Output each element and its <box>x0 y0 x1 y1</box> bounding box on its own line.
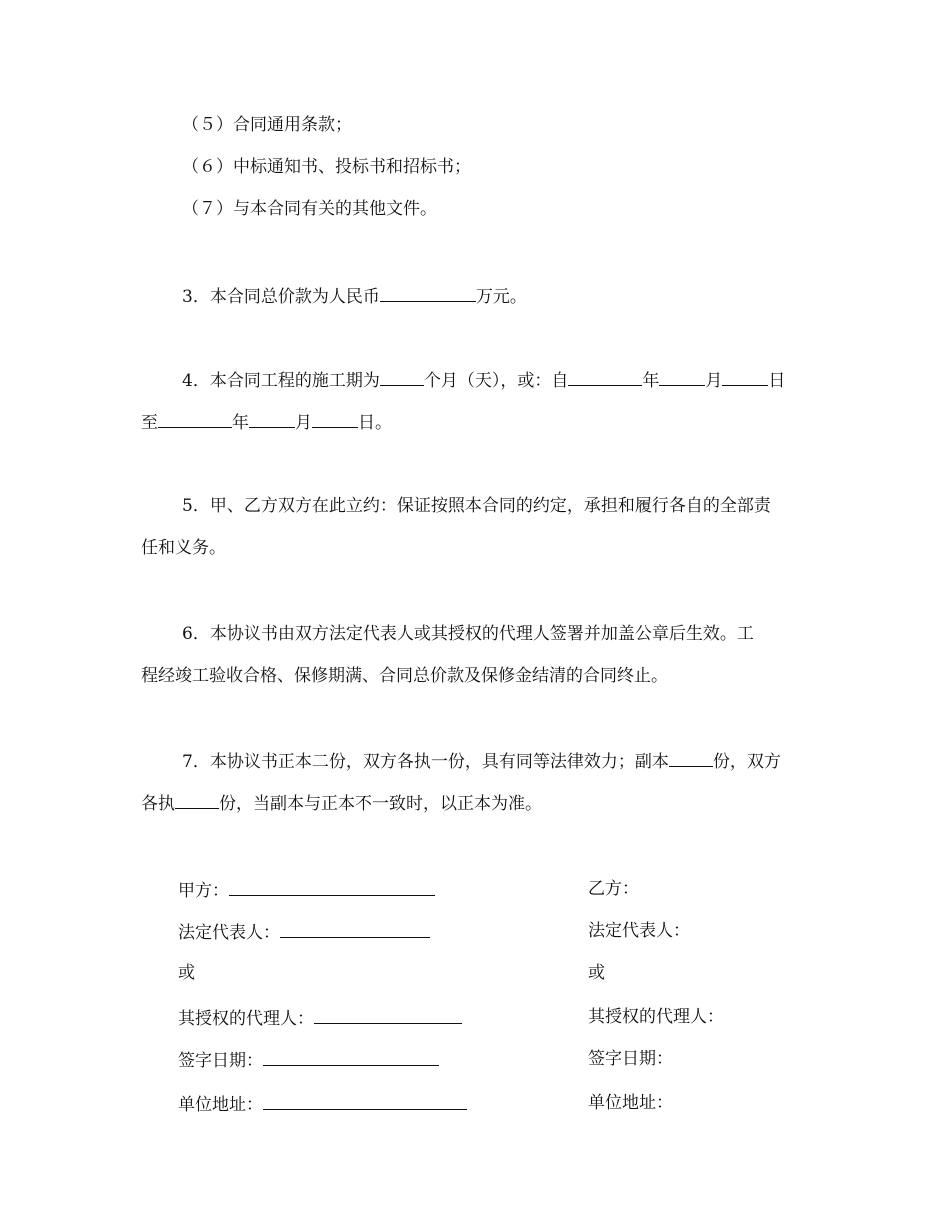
total-price-blank[interactable] <box>380 284 476 302</box>
clause-5-line-2: 任和义务。 <box>141 538 226 558</box>
party-a-agent-field[interactable] <box>314 1006 462 1024</box>
clause-4-text-a: 4．本合同工程的施工期为 <box>182 371 380 391</box>
clause-4-line-1 <box>182 368 785 390</box>
party-a-name-field[interactable] <box>229 878 435 896</box>
list-item-6: （６）中标通知书、投标书和招标书； <box>182 157 471 177</box>
clause-6-line-1: 6．本协议书由双方法定代表人或其授权的代理人签署并加盖公章后生效。工 <box>182 624 754 644</box>
party-b-agent-label: 其授权的代理人： <box>588 1007 724 1027</box>
clause-5-line-1: 5．甲、乙方双方在此立约：保证按照本合同的约定，承担和履行各自的全部责 <box>182 496 771 516</box>
end-day-blank[interactable] <box>312 410 358 428</box>
party-b-rep-label: 法定代表人： <box>588 921 690 941</box>
clause-4-text-h: 月 <box>295 413 312 433</box>
clause-7-text-a: 7．本协议书正本二份，双方各执一份，具有同等法律效力；副本 <box>182 752 669 772</box>
party-b-or: 或 <box>588 963 605 983</box>
start-year-blank[interactable] <box>568 368 642 386</box>
clause-4-text-i: 日。 <box>358 413 392 433</box>
clause-7-text-b: 份，双方 <box>712 752 781 772</box>
clause-7-line-1 <box>182 749 781 771</box>
start-day-blank[interactable] <box>722 368 768 386</box>
party-b-address-label: 单位地址： <box>588 1093 673 1113</box>
copies-blank[interactable] <box>669 749 713 767</box>
clause-4-line-2 <box>141 410 392 432</box>
clause-4-text-e: 日 <box>768 371 786 391</box>
party-a-name-row <box>178 878 435 900</box>
clause-4-text-f: 至 <box>141 413 158 433</box>
party-b-date-label: 签字日期： <box>588 1049 673 1069</box>
clause-7-text-d: 份，当副本与正本不一致时，以正本为准。 <box>219 794 542 814</box>
party-a-rep-label: 法定代表人： <box>178 923 280 943</box>
party-a-rep-row <box>178 920 430 942</box>
party-a-label: 甲方： <box>178 881 229 901</box>
start-month-blank[interactable] <box>659 368 705 386</box>
party-a-agent-label: 其授权的代理人： <box>178 1009 314 1029</box>
clause-4-text-c: 年 <box>642 371 660 391</box>
clause-3-prefix: 3．本合同总价款为人民币 <box>182 287 380 307</box>
list-item-5: （５）合同通用条款； <box>182 115 352 135</box>
party-a-address-label: 单位地址： <box>178 1095 263 1115</box>
party-b-label: 乙方： <box>588 879 639 899</box>
end-month-blank[interactable] <box>249 410 295 428</box>
party-a-or: 或 <box>178 963 195 983</box>
party-a-date-field[interactable] <box>263 1048 439 1066</box>
party-a-date-row <box>178 1048 439 1070</box>
clause-7-text-c: 各执 <box>141 794 175 814</box>
clause-4-text-d: 月 <box>705 371 723 391</box>
clause-3-suffix: 万元。 <box>475 287 527 307</box>
clause-4-text-g: 年 <box>232 413 249 433</box>
party-a-date-label: 签字日期： <box>178 1051 263 1071</box>
party-a-address-row <box>178 1092 467 1114</box>
list-item-7: （７）与本合同有关的其他文件。 <box>182 199 437 219</box>
party-a-agent-row <box>178 1006 462 1028</box>
copies-each-blank[interactable] <box>175 791 219 809</box>
duration-blank[interactable] <box>380 368 424 386</box>
clause-4-text-b: 个月（天），或：自 <box>423 371 569 391</box>
clause-3 <box>182 284 527 306</box>
party-a-address-field[interactable] <box>263 1092 467 1110</box>
clause-6-line-2: 程经竣工验收合格、保修期满、合同总价款及保修金结清的合同终止。 <box>141 666 668 686</box>
clause-7-line-2 <box>141 791 542 813</box>
party-a-rep-field[interactable] <box>280 920 430 938</box>
end-year-blank[interactable] <box>158 410 232 428</box>
